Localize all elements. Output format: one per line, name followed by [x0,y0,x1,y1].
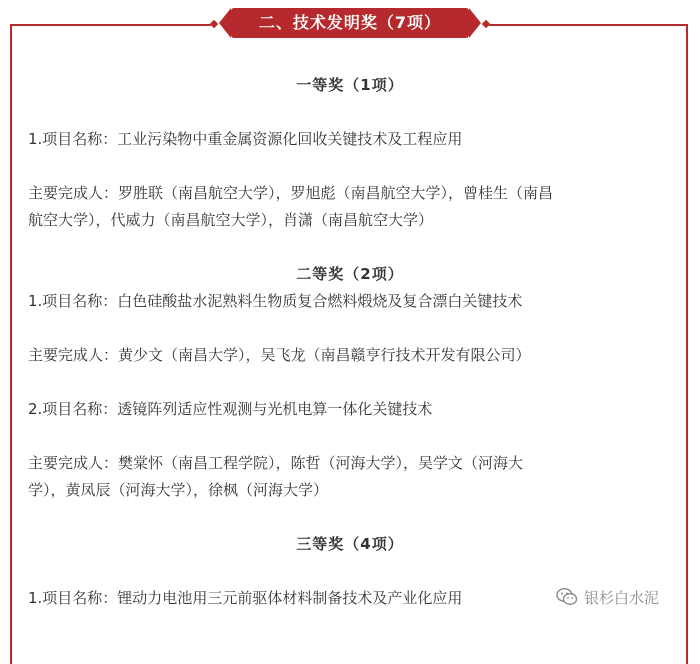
second-project-2-people-line2: 学），黄凤辰（河海大学），徐枫（河海大学） [28,481,329,499]
second-prize-heading: 二等奖（2项） [296,265,404,283]
section-banner [211,4,489,42]
banner-right-dot [482,20,490,28]
first-project-1-people-line1: 主要完成人：罗胜联（南昌航空大学），罗旭彪（南昌航空大学），曾桂生（南昌 [28,184,554,202]
second-project-2-title: 2.项目名称：透镜阵列适应性观测与光机电算一体化关键技术 [28,400,433,418]
second-project-2-people-line1: 主要完成人：樊棠怀（南昌工程学院），陈哲（河海大学），吴学文（河海大 [28,454,524,472]
second-project-1-title: 1.项目名称：白色硅酸盐水泥熟料生物质复合燃料煅烧及复合漂白关键技术 [28,292,523,310]
third-prize-heading: 三等奖（4项） [296,535,404,553]
watermark-text: 银杉白水泥 [584,588,660,607]
banner-title: 二、技术发明奖（7项） [231,8,469,38]
first-project-1-title: 1.项目名称：工业污染物中重金属资源化回收关键技术及工程应用 [28,130,463,148]
banner-right-tip [469,8,481,38]
first-project-1-people-line2: 航空大学），代威力（南昌航空大学），肖潇（南昌航空大学） [28,211,434,229]
content-frame [10,24,688,664]
banner-left-tip [219,8,231,38]
watermark [556,585,659,609]
third-project-1-title: 1.项目名称：锂动力电池用三元前驱体材料制备技术及产业化应用 [28,589,463,607]
second-project-1-people: 主要完成人：黄少文（南昌大学），吴飞龙（南昌赣亨行技术开发有限公司） [28,346,531,364]
wechat-icon [556,587,578,607]
first-prize-heading: 一等奖（1项） [296,76,404,94]
banner-left-dot [210,20,218,28]
